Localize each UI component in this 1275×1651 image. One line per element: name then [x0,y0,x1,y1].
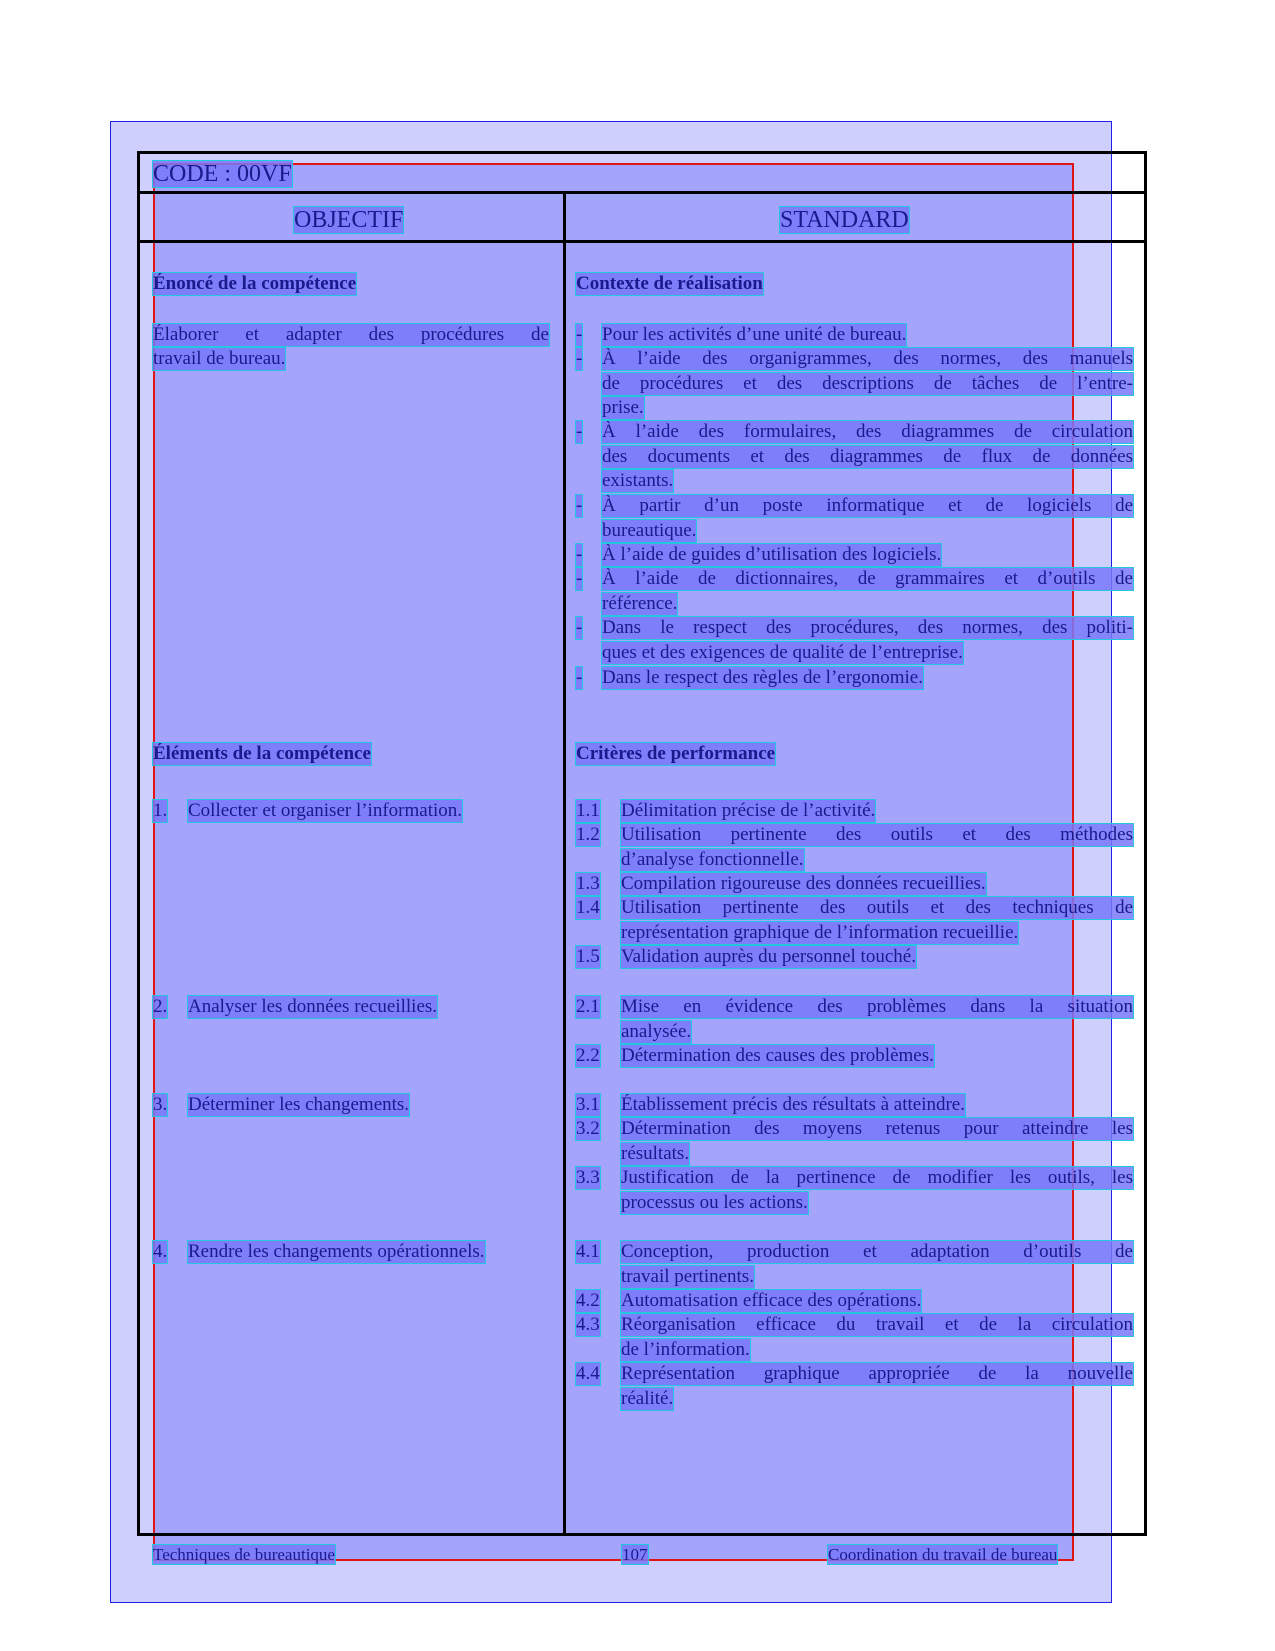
contexte-bullet: - [576,324,583,345]
critere-line: réalité. [621,1387,674,1409]
critere-line: résultats. [621,1142,690,1164]
critere-line: Compilation rigoureuse des données recueillies. [621,873,986,894]
element-number: 3. [153,1094,168,1115]
element-number: 4. [153,1241,168,1262]
contexte-line: Pour les activités d’une unité de bureau. [602,324,907,345]
element-text: Collecter et organiser l’information. [188,800,463,821]
critere-line: Détermination des causes des problèmes. [621,1045,934,1066]
critere-number: 3.2 [576,1118,600,1139]
contexte-bullet: - [576,495,583,516]
contexte-line: de procédures et des descriptions de tâches de l’entre- [602,372,1133,394]
critere-line: Établissement précis des résultats à atteindre. [621,1094,965,1115]
critere-line: Validation auprès du personnel touché. [621,946,916,967]
critere-number: 4.2 [576,1290,600,1311]
contexte-bullet: - [576,667,583,688]
critere-line: Mise en évidence des problèmes dans la situation [621,996,1133,1017]
column-header-divider [137,240,1147,243]
critere-line: Utilisation pertinente des outils et des techniques de [621,897,1133,918]
column-divider [563,192,566,1535]
critere-number: 4.4 [576,1363,600,1384]
criteres-heading: Critères de performance [576,743,776,764]
contexte-heading: Contexte de réalisation [576,273,763,294]
critere-number: 1.5 [576,946,600,967]
contexte-bullet: - [576,544,583,565]
critere-line: travail pertinents. [621,1265,754,1287]
critere-line: Délimitation précise de l’activité. [621,800,876,821]
code-label: CODE : 00VF [153,161,292,187]
critere-number: 1.2 [576,824,600,845]
critere-line: Conception, production et adaptation d’outils de [621,1241,1133,1262]
contexte-line: Dans le respect des règles de l’ergonomie. [602,667,923,688]
critere-line: Justification de la pertinence de modifier les outils, les [621,1167,1133,1188]
contexte-line: Dans le respect des procédures, des normes, des politi- [602,617,1133,638]
critere-line: analysée. [621,1020,692,1042]
critere-number: 3.1 [576,1094,600,1115]
contexte-line: ques et des exigences de qualité de l’entreprise. [602,641,963,663]
critere-number: 2.2 [576,1045,600,1066]
contexte-line: À l’aide des formulaires, des diagrammes de circulation [602,421,1133,442]
contexte-line: À l’aide de guides d’utilisation des logiciels. [602,544,942,565]
contexte-line: À partir d’un poste informatique et de logiciels de [602,495,1133,516]
elements-heading: Éléments de la compétence [153,743,371,764]
critere-number: 1.4 [576,897,600,918]
contexte-bullet: - [576,348,583,369]
critere-number: 2.1 [576,996,600,1017]
critere-line: Détermination des moyens retenus pour atteindre les [621,1118,1133,1139]
critere-number: 4.3 [576,1314,600,1335]
contexte-line: prise. [602,397,644,418]
enonce-text-line-2: travail de bureau. [153,348,286,369]
column-title-standard: STANDARD [780,207,909,233]
contexte-line: des documents et des diagrammes de flux de données [602,445,1133,467]
critere-line: Automatisation efficace des opérations. [621,1290,922,1311]
critere-number: 4.1 [576,1241,600,1262]
critere-number: 3.3 [576,1167,600,1188]
critere-number: 1.3 [576,873,600,894]
contexte-line: À l’aide des organigrammes, des normes, des manuels [602,348,1133,369]
element-text: Déterminer les changements. [188,1094,410,1115]
contexte-bullet: - [576,568,583,589]
element-text: Analyser les données recueillies. [188,996,438,1017]
critere-line: de l’information. [621,1338,750,1360]
header-divider [137,191,1147,194]
contexte-line: référence. [602,592,678,614]
critere-line: Représentation graphique appropriée de la nouvelle [621,1363,1133,1384]
critere-number: 1.1 [576,800,600,821]
critere-line: d’analyse fonctionnelle. [621,848,804,870]
element-number: 2. [153,996,168,1017]
footer-section: Coordination du travail de bureau [828,1545,1058,1564]
element-text: Rendre les changements opérationnels. [188,1241,485,1262]
critere-line: représentation graphique de l’information recueillie. [621,921,1019,943]
critere-line: Réorganisation efficace du travail et de la circulation [621,1314,1133,1335]
column-title-objectif: OBJECTIF [294,207,404,233]
contexte-line: existants. [602,470,674,491]
critere-line: processus ou les actions. [621,1191,808,1213]
contexte-line: bureautique. [602,519,697,541]
enonce-heading: Énoncé de la compétence [153,273,357,294]
critere-line: Utilisation pertinente des outils et des méthodes [621,824,1133,845]
contexte-line: À l’aide de dictionnaires, de grammaires et d’outils de [602,568,1133,589]
element-number: 1. [153,800,168,821]
contexte-bullet: - [576,421,583,442]
enonce-text-line-1: Élaborer et adapter des procédures de [153,324,549,345]
contexte-bullet: - [576,617,583,638]
footer-program: Techniques de bureautique [153,1545,335,1564]
footer-page-number: 107 [622,1545,648,1564]
